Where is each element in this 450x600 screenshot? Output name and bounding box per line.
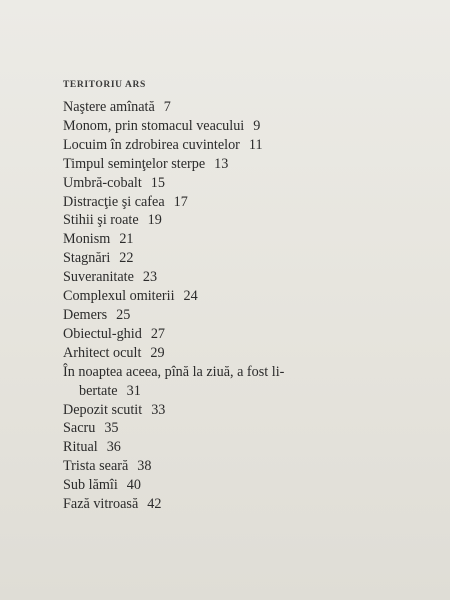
entry-page: 25: [116, 306, 131, 323]
table-of-contents: [63, 98, 393, 514]
toc-entry: [63, 117, 393, 136]
toc-entry: [63, 287, 393, 306]
toc-entry-continuation: [63, 382, 393, 401]
toc-entry: [63, 419, 393, 438]
entry-page: 29: [150, 344, 165, 361]
toc-entry: [63, 136, 393, 155]
toc-entry: [63, 325, 393, 344]
entry-title: Depozit scutit: [63, 401, 143, 418]
entry-page: 19: [147, 212, 162, 229]
entry-page: 35: [104, 420, 119, 437]
toc-entry: [63, 476, 393, 495]
entry-title: Naştere amînată: [63, 99, 155, 115]
toc-entry: [63, 401, 393, 420]
entry-title: Umbră-cobalt: [63, 174, 142, 191]
entry-page: 27: [150, 325, 165, 342]
toc-entry: [63, 211, 393, 230]
toc-entry: [63, 98, 393, 117]
entry-page: 40: [126, 477, 141, 494]
toc-entry: [63, 155, 393, 174]
entry-title: Obiectul-ghid: [63, 325, 142, 342]
toc-entry: [63, 438, 393, 457]
toc-entry: [63, 174, 393, 193]
toc-entry: [63, 268, 393, 287]
entry-title: Timpul seminţelor sterpe: [63, 155, 206, 172]
entry-page: 11: [248, 136, 263, 153]
entry-title: Distracţie şi cafea: [63, 193, 165, 210]
entry-page: 38: [137, 458, 152, 475]
entry-title: În noaptea aceea, pînă la ziuă, a fost li-: [63, 363, 285, 380]
toc-entry: [63, 495, 393, 514]
entry-title: Complexul omiterii: [63, 288, 175, 305]
entry-title: Locuim în zdrobirea cuvintelor: [63, 136, 240, 153]
entry-title: Monism: [63, 231, 111, 248]
entry-title: Sub lămîi: [63, 477, 118, 494]
entry-page: 21: [119, 231, 134, 248]
toc-entry: [63, 363, 393, 382]
toc-entry: [63, 306, 393, 325]
entry-title: Demers: [63, 306, 108, 323]
entry-title: Suveranitate: [63, 269, 134, 286]
entry-page: 24: [183, 288, 198, 305]
entry-page: 23: [142, 269, 158, 286]
toc-entry: [63, 344, 393, 363]
entry-title: Arhitect ocult: [63, 344, 142, 361]
entry-page: 17: [173, 193, 188, 210]
entry-page: 13: [214, 155, 229, 172]
entry-page: 31: [126, 382, 141, 399]
entry-title: Monom, prin stomacul veacului: [63, 117, 245, 134]
entry-title-continuation: bertate: [79, 382, 118, 399]
entry-title: Trista seară: [63, 458, 129, 475]
toc-entry: [63, 230, 393, 249]
toc-entry: [63, 193, 393, 212]
entry-title: Sacru: [63, 420, 96, 437]
entry-page: 15: [150, 174, 165, 191]
entry-title: Stagnări: [63, 250, 111, 267]
entry-title: Fază vitroasă: [63, 496, 139, 513]
entry-page: 9: [253, 117, 261, 134]
toc-entry: [63, 249, 393, 268]
section-title: TERITORIU ARS: [63, 80, 146, 90]
entry-page: 22: [119, 250, 134, 267]
entry-page: 33: [151, 401, 166, 418]
entry-page: 7: [163, 99, 171, 115]
entry-title: Ritual: [63, 439, 98, 456]
entry-page: 36: [106, 439, 121, 456]
entry-page: 42: [147, 496, 162, 513]
entry-title: Stihii şi roate: [63, 212, 139, 229]
toc-entry: [63, 457, 393, 476]
